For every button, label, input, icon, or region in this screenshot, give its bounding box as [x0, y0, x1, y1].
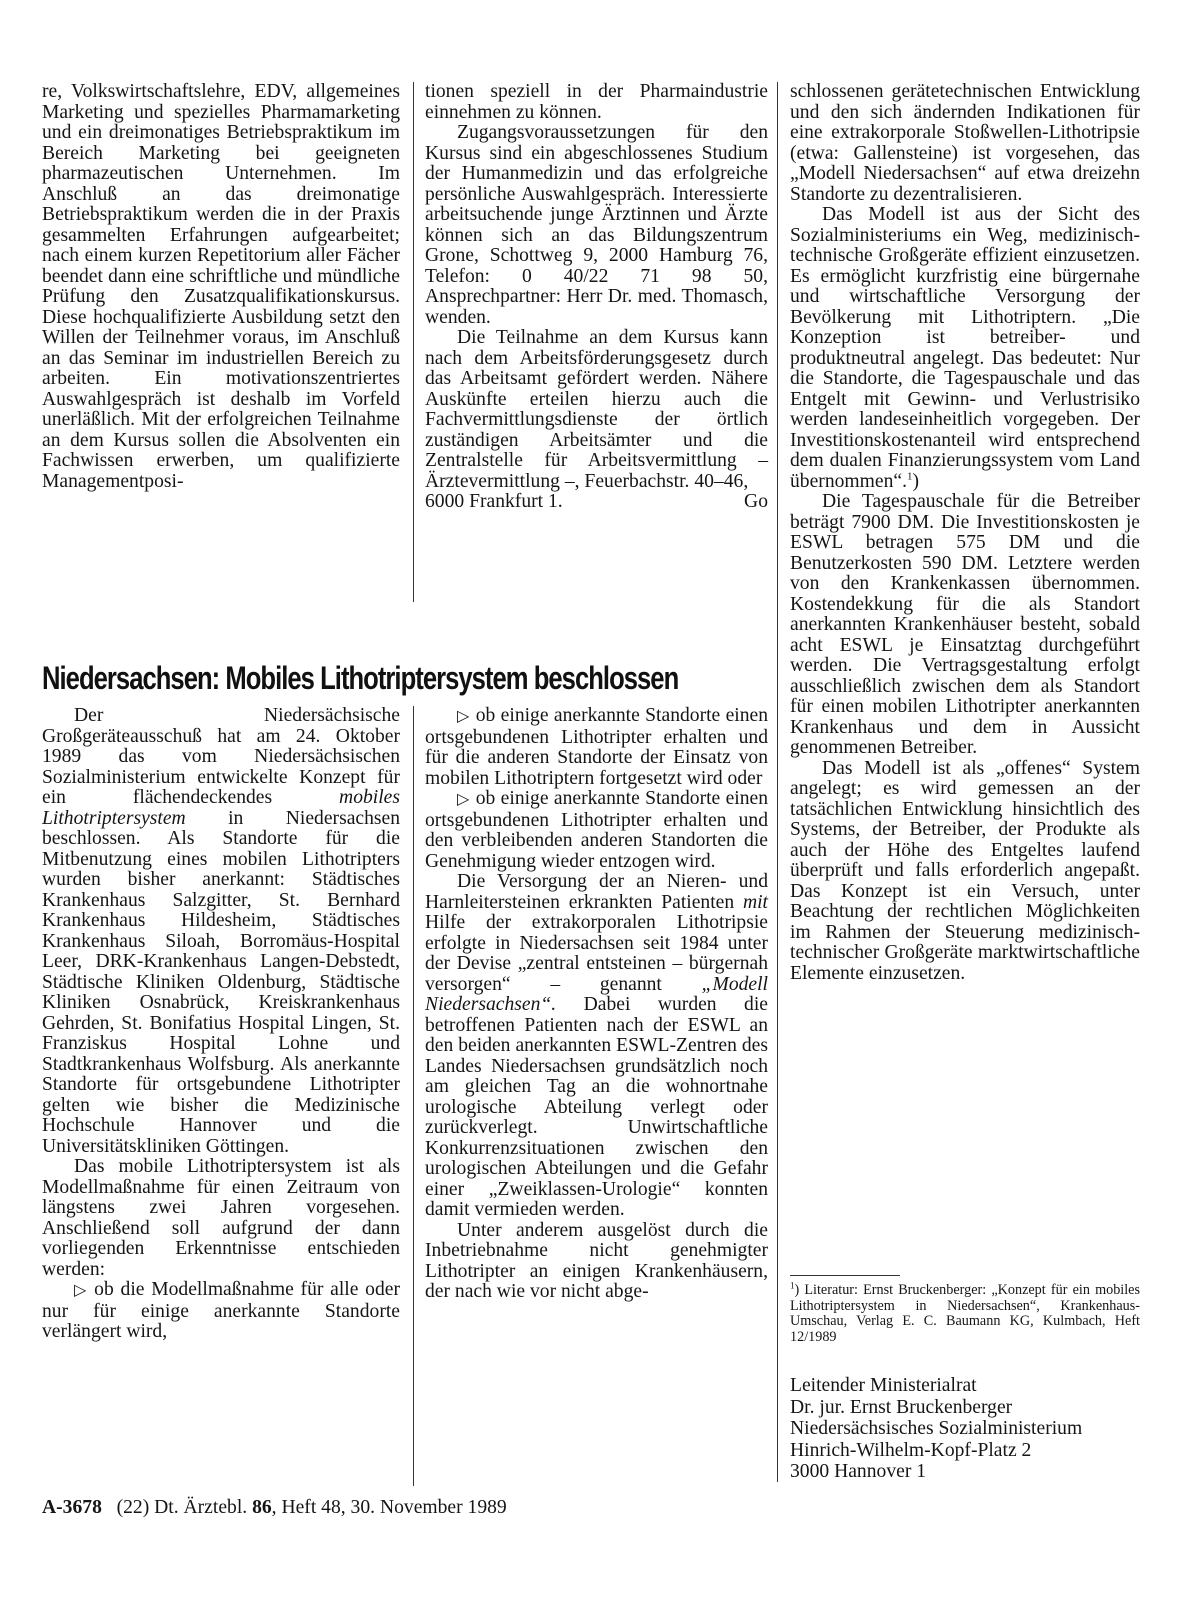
column-rule: [413, 82, 414, 602]
signature-line: Leitender Ministerialrat: [790, 1375, 977, 1396]
bullet-item: ▷ ob einige anerkannte Standorte einen ortsgebundenen Lithotripter erhalten und den verbleibenden anderen Standorten die Genehmigung wieder entzogen wird.: [425, 788, 769, 872]
paragraph: schlossenen gerätetechnischen Entwicklung und den sich ändernden Indikationen für eine extrakorporale Stoßwellen-Lithotripsie (etwa: Gallensteine) ist vorgesehen, das „Modell Niedersachsen“ auf etwa dreizehn Standorte zu dezentralisieren.: [790, 81, 1140, 205]
article-column-middle: [425, 706, 768, 1303]
article-column-right: [790, 82, 1140, 984]
bullet-item: ▷ ob die Modellmaßnahme für alle oder nur für einige anerkannte Standorte verlängert wird,: [42, 1279, 400, 1342]
triangle-right-icon: ▷: [457, 791, 470, 808]
address-line: 6000 Frankfurt 1.: [425, 491, 563, 512]
top-column-middle: [425, 82, 768, 513]
paragraph: Das Modell ist aus der Sicht des Sozialministeriums ein Weg, medizinisch-technische Großgeräte effizient einzusetzen. Es ermöglicht kurzfristig eine bürgernahe und wirtschaftliche Versorgung der Bevölkerung mit Lithotriptern. „Die Konzeption ist betreiber- und produktneutral angelegt. Das bedeutet: Nur die Standorte, die Tagespauschale und das Entgelt mit Gewinn- und Verlustrisiko werden landeseinheitlich vorgegeben. Der Investitionskostenanteil wird entsprechend dem dualen Finanzierungssystem vom Land übernommen“.$^1$): [790, 204, 1140, 492]
footnote-ref: 1: [906, 469, 913, 482]
signature-line: Dr. jur. Ernst Bruckenberger: [790, 1396, 1013, 1418]
footnote-text: ) Literatur: Ernst Bruckenberger: „Konzept für ein mobiles Lithotriptersystem in Niedersachsen“, Krankenhaus-Umschau, Verlag E. C. Baumann KG, Kulmbach, Heft 12/1989: [790, 1282, 1140, 1345]
paragraph: Die Teilnahme an dem Kursus kann nach dem Arbeitsförderungsgesetz durch das Arbeitsamt gefördert werden. Nähere Auskünfte erteilen hierzu auch die Fachvermittlungsdienste der örtlich zuständigen Arbeitsämter und die Zentralstelle für Arbeitsvermittlung – Ärztevermittlung –, Feuerbachstr. 40–46,: [425, 327, 768, 492]
paragraph: Zugangsvoraussetzungen für den Kursus sind ein abgeschlossenes Studium der Humanmedizin und das erfolgreiche persönliche Auswahlgespräch. Interessierte arbeitsuchende junge Ärztinnen und Ärzte können sich an das Bildungszentrum Grone, Schottweg 9, 2000 Hamburg 76, Telefon: 0 40/22 71 98 50, Ansprechpartner: Herr Dr. med. Thomasch, wenden.: [425, 122, 768, 328]
paragraph: Die Versorgung der an Nieren- und Harnleitersteinen erkrankten Patienten mit Hilfe der extrakorporalen Lithotripsie erfolgte in Niedersachsen seit 1984 unter der Devise „zentral entsteinen – bürgernah versorgen“ – genannt „Modell Niedersachsen“. Dabei wurden die betroffenen Patienten nach der ESWL an den beiden anerkannten ESWL-Zentren des Landes Niedersachsen grundsätzlich noch am gleichen Tag an die wohnortnahe urologische Abteilung verlegt oder zurückverlegt. Unwirtschaftliche Konkurrenzsituationen zwischen den urologischen Abteilungen und die Gefahr einer „Zweiklassen-Urologie“ konnten damit vermieden werden.: [425, 871, 768, 1220]
page-number: A-3678: [42, 1497, 102, 1518]
volume-number: 86: [252, 1497, 272, 1518]
triangle-right-icon: ▷: [74, 1282, 89, 1299]
paragraph: Der Niedersächsische Großgeräteausschuß hat am 24. Oktober 1989 das vom Niedersächsischen Sozialministerium entwickelte Konzept für ein flächendeckendes mobiles Lithotriptersystem in Niedersachsen beschlossen. Als Standorte für die Mitbenutzung eines mobilen Lithotripters wurden bisher anerkannt: Städtisches Krankenhaus Salzgitter, St. Bernhard Krankenhaus Hildesheim, Städtisches Krankenhaus Siloah, Borromäus-Hospital Leer, DRK-Krankenhaus Langen-Debstedt, Städtische Kliniken Oldenburg, Städtische Kliniken Osnabrück, Kreiskrankenhaus Gehrden, St. Bonifatius Hospital Lingen, St. Franziskus Hospital Lohne und Stadtkrankenhaus Wolfsburg. Als anerkannte Standorte für ortsgebundene Lithotripter gelten wie bisher die Medizinische Hochschule Hannover und die Universitätskliniken Göttingen.: [42, 705, 400, 1157]
signature-line: Hinrich-Wilhelm-Kopf-Platz 2: [790, 1439, 1032, 1461]
paragraph: Unter anderem ausgelöst durch die Inbetriebnahme nicht genehmigter Lithotripter an einigen Krankenhäusern, der nach wie vor nicht abge-: [425, 1219, 768, 1302]
column-rule: [413, 706, 414, 1486]
paragraph: Die Tagespauschale für die Betreiber beträgt 7900 DM. Die Investitionskosten je ESWL betragen 575 DM und die Benutzerkosten 590 DM. Letztere werden von den Krankenkassen übernommen. Kostendekkung für die als Standort anerkannten Krankenhäuser besteht, sobald acht ESWL je Einsatztag durchgeführt werden. Die Vertragsgestaltung erfolgt ausschließlich zwischen dem als Standort für einen mobilen Lithotripter anerkannten Krankenhaus und dem in Aussicht genommenen Betreiber.: [790, 491, 1140, 758]
column-rule: [777, 82, 778, 1482]
paragraph: re, Volkswirtschaftslehre, EDV, allgemeines Marketing und spezielles Pharmamarketing und ein dreimonatiges Betriebspraktikum im Bereich Marketing bei geeigneten pharmazeutischen Unternehmen. Im Anschluß an das dreimonatige Betriebspraktikum werden die in der Praxis gesammelten Erfahrungen aufgearbeitet; nach einem kurzen Repetitorium aller Fächer beendet dann eine schriftliche und mündliche Prüfung den Zusatzqualifikationskursus. Diese hochqualifizierte Ausbildung setzt den Willen der Teilnehmer voraus, im Anschluß an das Seminar im industriellen Bereich zu arbeiten. Ein motivationszentriertes Auswahlgespräch ist deshalb im Vorfeld unerläßlich. Mit der erfolgreichen Teilnahme an dem Kursus sollen die Absolventen ein Fachwissen erwerben, um qualifizierte Managementposi-: [42, 81, 400, 492]
closing-line: [425, 492, 768, 513]
author-signature: [790, 1375, 1140, 1483]
paragraph: Das Modell ist als „offenes“ System angelegt; es wird gemessen an der tatsächlichen Entwicklung hinsichtlich des Systems, der Betreiber, der Produkte als auch der Höhe des Entgeltes laufend überprüft und falls erforderlich angepaßt. Das Konzept ist ein Versuch, unter Beachtung der rechtlichen Möglichkeiten im Rahmen der Steuerung medizinisch-technischer Großgeräte marktwirtschaftliche Elemente einzusetzen.: [790, 757, 1140, 984]
article-headline: Niedersachsen: Mobiles Lithotriptersystem beschlossen: [42, 660, 679, 696]
article-column-left: [42, 706, 400, 1343]
footnote-divider: [790, 1275, 900, 1276]
footnote-marker: 1: [790, 1280, 795, 1291]
paragraph: tionen speziell in der Pharmaindustrie einnehmen zu können.: [425, 81, 768, 123]
footnote: [790, 1280, 1140, 1345]
signature-line: 3000 Hannover 1: [790, 1461, 927, 1482]
author-sign: Go: [744, 491, 768, 512]
triangle-right-icon: ▷: [457, 708, 470, 725]
top-column-left: [42, 82, 400, 492]
page-footer: A-3678 (22) Dt. Ärztebl. 86, Heft 48, 30. November 1989: [42, 1497, 507, 1518]
signature-line: Niedersächsisches Sozialministerium: [790, 1418, 1083, 1439]
bullet-item: ▷ ob einige anerkannte Standorte einen ortsgebundenen Lithotripter erhalten und für die anderen Standorte der Einsatz von mobilen Lithotriptern fortgesetzt wird oder: [425, 705, 769, 789]
paragraph: Das mobile Lithotriptersystem ist als Modellmaßnahme für einen Zeitraum von längstens zwei Jahren vorgesehen. Anschließend soll aufgrund der dann vorliegenden Erkenntnisse entschieden werden:: [42, 1156, 400, 1280]
